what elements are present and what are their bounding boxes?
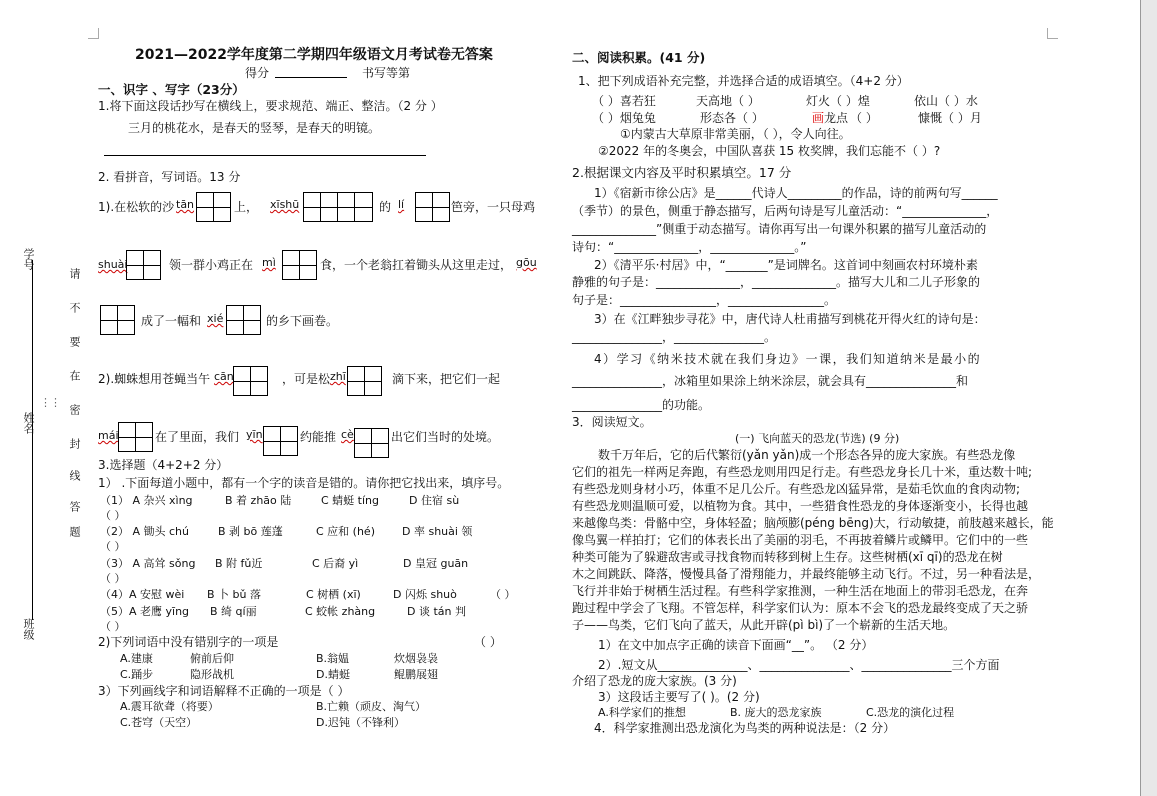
sentence-text: 出它们当时的处境。	[391, 430, 500, 444]
score-blank[interactable]	[275, 77, 347, 78]
pinyin-prompt: zhī	[330, 370, 346, 383]
sentence-text: ，可是松	[282, 372, 331, 386]
passage-question-4: 4．科学家推测出恐龙演化为鸟类的两种说法是：（2 分）	[594, 721, 896, 735]
notice-char: 封	[68, 438, 81, 449]
choice-option: C 后裔 yì	[312, 557, 359, 570]
notice-char: 在	[68, 370, 81, 381]
fill-line: （季节）的景色，侧重于静态描写，后两句诗是写儿童活动：“______________，	[572, 204, 999, 218]
pinyin-answer-box[interactable]	[118, 422, 153, 452]
choice-option: 鲲鹏展翅	[394, 668, 438, 681]
idiom-item: （ ）喜若狂	[592, 94, 656, 108]
passage-question-3: 3）这段话主要写了( )。(2 分)	[598, 690, 760, 704]
sentence-text: 笆旁，一只母鸡	[451, 200, 536, 214]
choice-option: D 住宿 sù	[409, 494, 460, 507]
choice-option: B 剥 bō 莲蓬	[218, 525, 283, 538]
idiom-item: 天高地（ ）	[696, 94, 760, 108]
page-title: 2021—2022学年度第二学期四年级语文月考试卷无答案	[135, 47, 493, 63]
page-gutter	[1141, 0, 1157, 796]
question-1-1: 1.将下面这段话抄写在横线上，要求规范、端正、整洁。（2 分 ）	[98, 99, 443, 113]
sentence-text: 上，	[234, 200, 259, 214]
pinyin-prompt: cān	[214, 370, 234, 383]
drag-handle-icon[interactable]: ⋮⋮	[40, 396, 60, 409]
answer-parentheses[interactable]: （ ）	[490, 588, 516, 601]
corner-mark	[88, 28, 99, 39]
notice-char: 要	[68, 336, 81, 347]
student-id-label: 学号	[22, 248, 35, 270]
fill-line: _______________，冰箱里如果涂上纳米涂层，就会具有_______________和	[572, 374, 969, 388]
sentence-text: 领一群小鸡正在	[169, 258, 254, 272]
passage-line: 来越像鸟类：骨骼中空，身体轻盈；脑颅膨(péng bēng)大，行动敏捷，前肢越来越长，能	[572, 516, 1054, 530]
fill-line: 静雅的句子是：______________，______________。描写大儿和二儿子形象的	[572, 275, 981, 289]
pinyin-prompt: mì	[262, 256, 276, 269]
copy-text: 三月的桃花水，是春天的竖琴，是春天的明镜。	[128, 121, 381, 135]
choice-option: （3） A 高耸 sǒng	[100, 557, 196, 570]
pinyin-prompt: mái	[98, 429, 119, 442]
idiom-fill-1: ①内蒙古大草原非常美丽，（ ），令人向往。	[620, 127, 851, 141]
pinyin-prompt: shuài	[98, 258, 128, 271]
passage-line: 跑过程中学会了飞翔。不管怎样，科学家们认为：原本不会飞的恐龙最终变成了天之骄	[572, 601, 1029, 615]
choice-option: A.震耳欲聋（将要）	[120, 700, 219, 713]
passage-line: 有些恐龙则温顺可爱，以植物为食。其中，一些猎食性恐龙的身体逐渐变小，长得也越	[572, 499, 1029, 513]
sentence-text: 在了里面，我们	[155, 430, 240, 444]
question-2-1: 1、把下列成语补充完整，并选择合适的成语填空。（4+2 分）	[578, 74, 909, 88]
score-label: 得分	[245, 66, 270, 80]
question-1-3: 3.选择题（4+2+2 分）	[98, 458, 229, 472]
choice-option: C.苍穹（天空）	[120, 716, 198, 729]
sentence-text: 2).蜘蛛想用苍蝇当午	[98, 372, 211, 386]
fill-line: 1）《宿新市徐公店》是______代诗人_________的作品，诗的前两句写______	[594, 186, 998, 200]
choice-option: B 着 zhāo 陆	[225, 494, 292, 507]
fill-line: 2）《清平乐·村居》中，“_______”是词牌名。这首词中刻画农村环境朴素	[594, 258, 978, 272]
writing-grade-label: 书写等第	[362, 66, 411, 80]
answer-parentheses[interactable]: （ ）	[100, 509, 126, 522]
choice-option: D.迟钝（不锋利）	[316, 716, 405, 729]
idiom-item: 依山（ ）水	[914, 94, 978, 108]
passage-line: 子——鸟类，它们飞向了蓝天，从此开辟(pì bì)了一个崭新的生活天地。	[572, 618, 956, 632]
choice-option: B 附 fǔ近	[215, 557, 263, 570]
choice-option: A.建康	[120, 652, 153, 665]
pinyin-answer-box[interactable]	[354, 428, 389, 458]
answer-parentheses[interactable]: （ ）	[100, 572, 126, 585]
idiom-item: 慷慨（ ）月	[918, 111, 982, 125]
idiom-item: 形态各（ ）	[700, 111, 764, 125]
pinyin-answer-box[interactable]	[415, 192, 450, 222]
pinyin-prompt: xīshū	[270, 198, 300, 211]
choice-option: D 皇冠 guān	[403, 557, 469, 570]
sentence-text: 滴下来，把它们一起	[392, 372, 501, 386]
binding-line	[32, 260, 33, 620]
pinyin-prompt: xié	[207, 312, 224, 325]
passage-line: 它们的祖先一样两足奔跑，有些恐龙则用四足行走。有些恐龙身长几十米，重达数十吨;	[572, 465, 1033, 479]
question-1-3-1: 1） .下面每道小题中，都有一个字的读音是错的。请你把它找出来，填序号。	[98, 476, 510, 490]
passage-question-2: 2）.短文从_______________、_______________、_______________三个方面	[598, 658, 1000, 672]
notice-char: 不	[68, 302, 81, 313]
fill-line: 3）在《江畔独步寻花》中，唐代诗人杜甫描写到桃花开得火红的诗句是：	[594, 312, 986, 326]
choice-option: C 蛟帐 zhàng	[305, 605, 376, 618]
passage-line: 数千万年后，它的后代繁衍(yǎn yǎn)成一个形态各异的庞大家族。有些恐龙像	[598, 448, 1016, 462]
idiom-fill-2: ②2022 年的冬奥会，中国队喜获 15 枚奖牌，我们忘能不（ ）?	[598, 144, 941, 158]
section-1-heading: 一、识字 、写字（23分）	[98, 82, 245, 97]
sentence-text: 成了一幅和	[141, 314, 202, 328]
fill-line: 句子是：________________，________________。	[572, 293, 837, 307]
question-2-2: 2.根据课文内容及平时积累填空。17 分	[572, 165, 792, 180]
sentence-text: 的乡下画卷。	[266, 314, 339, 328]
choice-option: C.恐龙的演化过程	[866, 706, 955, 719]
notice-char: 线	[68, 470, 81, 481]
question-1-2: 2. 看拼音，写词语。13 分	[98, 170, 241, 184]
idiom-item: 画	[812, 111, 825, 125]
pinyin-answer-box[interactable]	[226, 305, 261, 335]
idiom-item: （ ）	[850, 111, 878, 125]
pinyin-answer-box[interactable]	[100, 305, 135, 335]
question-1-3-3: 3）下列画线字和词语解释不正确的一项是（ ）	[98, 684, 350, 698]
pinyin-prompt: tān	[176, 198, 195, 211]
passage-question-1: 1）在文中加点字正确的读音下面画“__”。 （2 分）	[598, 638, 874, 652]
pinyin-answer-box[interactable]	[303, 192, 373, 222]
passage-question-2-cont: 介绍了恐龙的庞大家族。(3 分)	[572, 674, 737, 688]
class-label: 班级	[22, 618, 35, 640]
answer-parentheses[interactable]: （ ）	[100, 540, 126, 553]
choice-option: 隐形战机	[190, 668, 234, 681]
pinyin-answer-box[interactable]	[263, 426, 298, 456]
passage-line: 像鸟翼一样拍打；它们的体表长出了美丽的羽毛，不再披着鳞片或鳞甲。它们中的一些	[572, 533, 1029, 547]
passage-line: 木之间跳跃、降落，慢慢具备了滑翔能力，并最终能够主动飞行。不过，另一种看法是，	[572, 567, 1041, 581]
pinyin-answer-box[interactable]	[233, 366, 268, 396]
choice-option: D.蜻蜓	[316, 668, 350, 681]
choice-option: （1） A 杂兴 xìng	[100, 494, 193, 507]
choice-option: 炊烟袅袅	[394, 652, 438, 665]
choice-option: B 卜 bǔ 落	[207, 588, 261, 601]
idiom-item: （ ）烟兔兔	[592, 111, 656, 125]
choice-option: D 率 shuài 领	[402, 525, 473, 538]
notice-char: 请	[68, 268, 81, 279]
pinyin-prompt: lí	[398, 198, 405, 211]
fill-line: 诗句：“______________，______________。”	[572, 240, 807, 254]
choice-option: B 绮 qí丽	[210, 605, 257, 618]
passage-line: 种类可能为了躲避敌害或寻找食物而转移到树上生存。这些树栖(xī qī)的恐龙在树	[572, 550, 1003, 564]
pinyin-answer-box[interactable]	[282, 250, 317, 280]
pinyin-prompt: yīn	[246, 428, 263, 441]
choice-option: C 树栖 (xī)	[306, 588, 361, 601]
choice-option: C 应和 (hé)	[316, 525, 375, 538]
name-label: 姓名	[22, 412, 35, 434]
copy-answer-line[interactable]	[104, 155, 426, 156]
answer-parentheses[interactable]: （ ）	[100, 620, 126, 633]
passage-line: 飞行并非始于树栖生活过程。有些科学家推测，一种生活在地面上的带羽毛恐龙，在奔	[572, 584, 1029, 598]
choice-option: B.亡赖（顽皮、淘气）	[316, 700, 427, 713]
choice-option: B. 庞大的恐龙家族	[730, 706, 822, 719]
passage-line: 有些恐龙则身材小巧，体重不足几公斤。有些恐龙凶猛异常，是茹毛饮血的食肉动物;	[572, 482, 1021, 496]
choice-option: C.踊步	[120, 668, 154, 681]
answer-parentheses[interactable]: （ ）	[474, 635, 502, 649]
choice-option: 俯前后仰	[190, 652, 234, 665]
sentence-text: 约能推	[300, 430, 337, 444]
section-2-heading: 二、阅读积累。(41 分)	[572, 50, 706, 65]
choice-option: （2） A 锄头 chú	[100, 525, 190, 538]
notice-char: 密	[68, 404, 81, 415]
choice-option: C 蜻蜓 tíng	[321, 494, 379, 507]
pinyin-prompt: cè	[341, 428, 354, 441]
sentence-text: 的	[379, 200, 392, 214]
fill-line: _______________的功能。	[572, 398, 711, 412]
pinyin-prompt: gōu	[516, 256, 537, 269]
question-1-3-2: 2)下列词语中没有错别字的一项是	[98, 635, 279, 649]
pinyin-answer-box[interactable]	[126, 250, 161, 280]
fill-line: ______________”侧重于动态描写。请你再写出一句课外积累的描写儿童活动的	[572, 222, 987, 236]
pinyin-answer-box[interactable]	[347, 366, 382, 396]
corner-mark	[1047, 28, 1058, 39]
choice-option: A.科学家们的推想	[598, 706, 686, 719]
fill-line: 4）学习《纳米技术就在我们身边》一课，我们知道纳米是最小的	[594, 352, 982, 366]
choice-option: （4）A 安慰 wèi	[100, 588, 185, 601]
notice-char: 答	[68, 501, 81, 512]
passage-title: (一) 飞向蓝天的恐龙(节选) (9 分)	[735, 432, 900, 445]
fill-line: _______________，_______________。	[572, 330, 777, 344]
notice-char: 题	[68, 526, 81, 537]
idiom-item: 灯火（ ）煌	[806, 94, 870, 108]
choice-option: （5）A 老鹰 yīng	[100, 605, 190, 618]
pinyin-answer-box[interactable]	[196, 192, 231, 222]
sentence-text: 1).在松软的沙	[98, 200, 175, 214]
choice-option: D 谈 tán 判	[407, 605, 466, 618]
choice-option: B.翁媪	[316, 652, 350, 665]
question-2-3: 3．阅读短文。	[572, 415, 652, 429]
choice-option: D 闪烁 shuò	[393, 588, 457, 601]
idiom-item: 龙点	[824, 111, 849, 125]
sentence-text: 食，一个老翁扛着锄头从这里走过，	[320, 258, 513, 272]
